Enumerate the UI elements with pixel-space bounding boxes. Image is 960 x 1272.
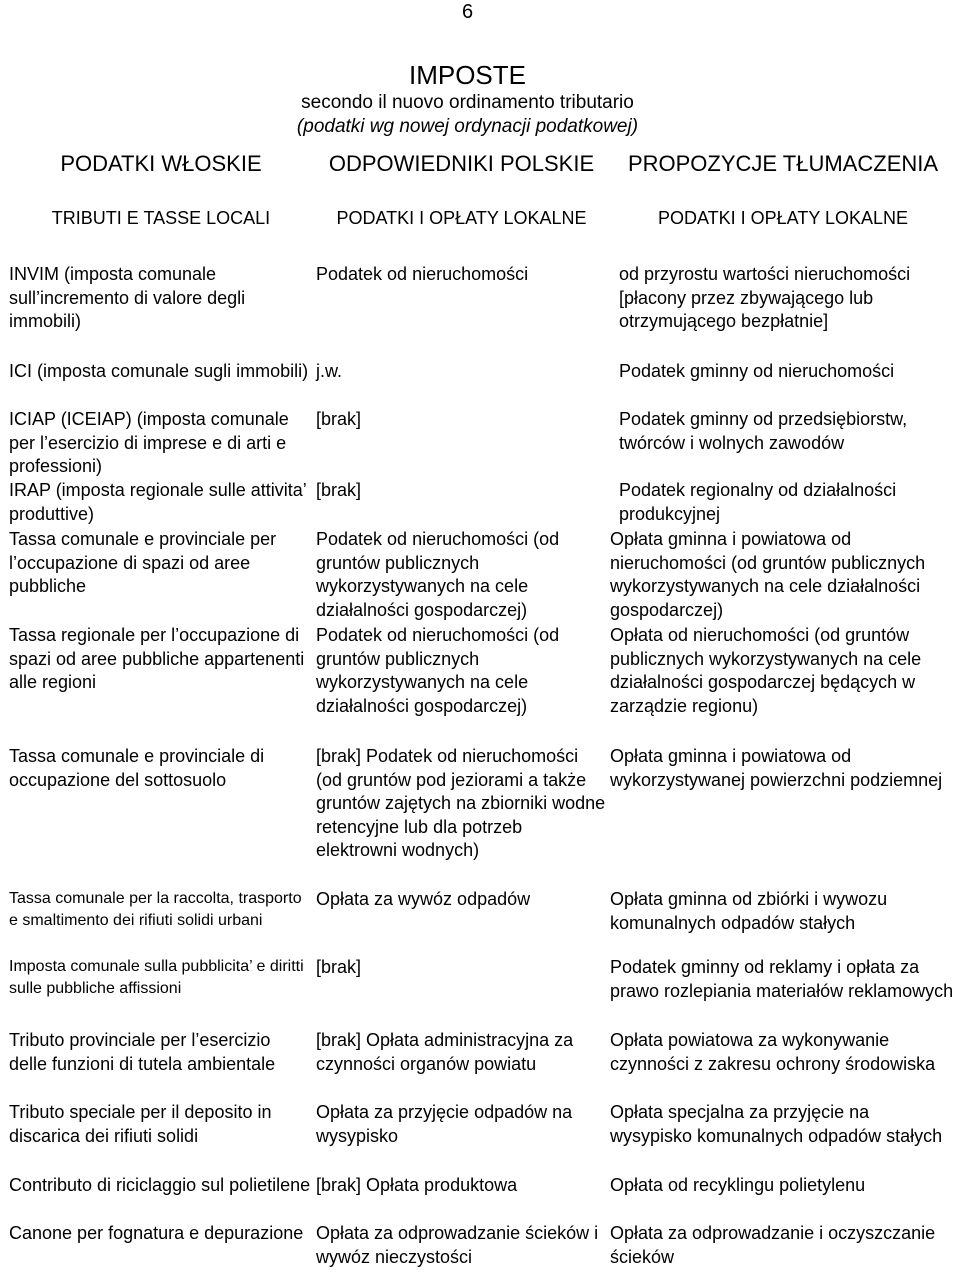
italian-tax-cell: Imposta comunale sulla pubblicita’ e diritti sulle pubbliche affissioni <box>9 958 304 997</box>
translation-proposal-cell: Opłata specjalna za przyjęcie na wysypisko komunalnych odpadów stałych <box>610 1102 943 1146</box>
polish-equivalent-cell: [brak] <box>316 409 362 429</box>
polish-equivalent-cell: Opłata za odprowadzanie ścieków i wywóz nieczystości <box>316 1223 599 1267</box>
table-row <box>6 745 956 888</box>
polish-equivalent-cell: Podatek od nieruchomości (od gruntów publicznych wykorzystywanych na cele działalności gospodarczej) <box>316 529 560 620</box>
italian-tax-cell: Tassa comunale e provinciale per l’occupazione di spazi od aree pubbliche <box>9 529 277 596</box>
translation-proposal-cell: Opłata gminna od zbiórki i wywozu komunalnych odpadów stałych <box>610 889 888 933</box>
translation-proposal-cell: Podatek gminny od przedsiębiorstw, twórców i wolnych zawodów <box>619 409 908 453</box>
translation-proposal-cell: Opłata gminna i powiatowa od wykorzystywanej powierzchni podziemnej <box>610 746 943 790</box>
table-row <box>6 1222 956 1272</box>
table-row <box>6 888 956 956</box>
italian-tax-cell: INVIM (imposta comunale sull’incremento di valore degli immobili) <box>9 264 246 331</box>
document-title: IMPOSTE <box>408 60 526 90</box>
italian-tax-cell: Tassa comunale e provinciale di occupazione del sottosuolo <box>9 746 265 790</box>
polish-equivalent-cell: [brak] <box>316 957 362 977</box>
polish-equivalent-cell: Opłata za przyjęcie odpadów na wysypisko <box>316 1102 573 1146</box>
translation-proposal-cell: od przyrostu wartości nieruchomości [płacony przez zbywającego lub otrzymującego bezpłatnie] <box>619 264 911 331</box>
polish-equivalent-cell: Podatek od nieruchomości (od gruntów publicznych wykorzystywanych na cele działalności gospodarczej) <box>316 625 560 716</box>
translation-proposal-cell: Opłata od nieruchomości (od gruntów publicznych wykorzystywanych na cele działalności gospodarczej będących w zarządzie regionu) <box>610 625 922 716</box>
polish-equivalent-cell: Podatek od nieruchomości <box>316 264 529 284</box>
header-row <box>6 150 956 206</box>
header-translation-proposals: PROPOZYCJE TŁUMACZENIA <box>627 151 939 176</box>
polish-equivalent-cell: [brak] <box>316 480 362 500</box>
table-row <box>6 956 956 1029</box>
subheader-polish: PODATKI I OPŁATY LOKALNE <box>336 208 587 228</box>
italian-tax-cell: ICIAP (ICEIAP) (imposta comunale per l’esercizio di imprese e di arti e professioni) <box>9 409 289 476</box>
page-number: 6 <box>461 1 474 23</box>
polish-equivalent-cell: [brak] Podatek od nieruchomości (od gruntów pod jeziorami a także gruntów zajętych na zbiorniki wodne retencyjne lub dla potrzeb elektrowni wodnych) <box>316 746 606 860</box>
italian-tax-cell: Tassa regionale per l’occupazione di spazi od aree pubbliche appartenenti alle regioni <box>9 625 305 692</box>
polish-equivalent-cell: j.w. <box>316 361 343 381</box>
header-italian-taxes: PODATKI WŁOSKIE <box>60 151 262 176</box>
table-row <box>6 360 956 408</box>
polish-equivalent-cell: [brak] Opłata produktowa <box>316 1175 518 1195</box>
translation-proposal-cell: Opłata powiatowa za wykonywanie czynności z zakresu ochrony środowiska <box>610 1030 936 1074</box>
translation-proposal-cell: Opłata od recyklingu polietylenu <box>610 1175 866 1195</box>
table-row <box>6 479 956 528</box>
table-row <box>6 528 956 624</box>
translation-proposal-cell: Podatek gminny od nieruchomości <box>619 361 895 381</box>
translation-proposal-cell: Opłata gminna i powiatowa od nieruchomości (od gruntów publicznych wykorzystywanych na cele działalności gospodarczej) <box>610 529 926 620</box>
italian-tax-cell: Canone per fognatura e depurazione <box>9 1223 304 1243</box>
italian-tax-cell: IRAP (imposta regionale sulle attivita’ produttive) <box>9 480 307 524</box>
table-row <box>6 263 956 360</box>
table-row <box>6 1101 956 1174</box>
italian-tax-cell: Tributo provinciale per l’esercizio delle funzioni di tutela ambientale <box>9 1030 276 1074</box>
document-subtitle-pl: (podatki wg nowej ordynacji podatkowej) <box>296 116 639 137</box>
table-row <box>6 1174 956 1222</box>
italian-tax-cell: Tassa comunale per la raccolta, trasporto e smaltimento dei rifiuti solidi urbani <box>9 890 302 929</box>
document-subtitle: secondo il nuovo ordinamento tributario <box>301 92 634 113</box>
polish-equivalent-cell: [brak] Opłata administracyjna za czynności organów powiatu <box>316 1030 574 1074</box>
table-row <box>6 624 956 745</box>
translation-proposal-cell: Opłata za odprowadzanie i oczyszczanie ścieków <box>610 1223 936 1267</box>
italian-tax-cell: Contributo di riciclaggio sul polietilene <box>9 1175 311 1195</box>
italian-tax-cell: Tributo speciale per il deposito in discarica dei rifiuti solidi <box>9 1102 272 1146</box>
polish-equivalent-cell: Opłata za wywóz odpadów <box>316 889 531 909</box>
subheader-proposal: PODATKI I OPŁATY LOKALNE <box>657 208 909 228</box>
table-row <box>6 408 956 479</box>
subheader-row <box>6 206 956 263</box>
translation-proposal-cell: Podatek regionalny od działalności produkcyjnej <box>619 480 897 524</box>
header-polish-equivalents: ODPOWIEDNIKI POLSKIE <box>328 151 595 176</box>
tax-comparison-table <box>6 150 956 1272</box>
subheader-italian: TRIBUTI E TASSE LOCALI <box>51 208 271 228</box>
table-row <box>6 1029 956 1101</box>
italian-tax-cell: ICI (imposta comunale sugli immobili) <box>9 361 309 381</box>
translation-proposal-cell: Podatek gminny od reklamy i opłata za prawo rozlepiania materiałów reklamowych <box>610 957 954 1001</box>
